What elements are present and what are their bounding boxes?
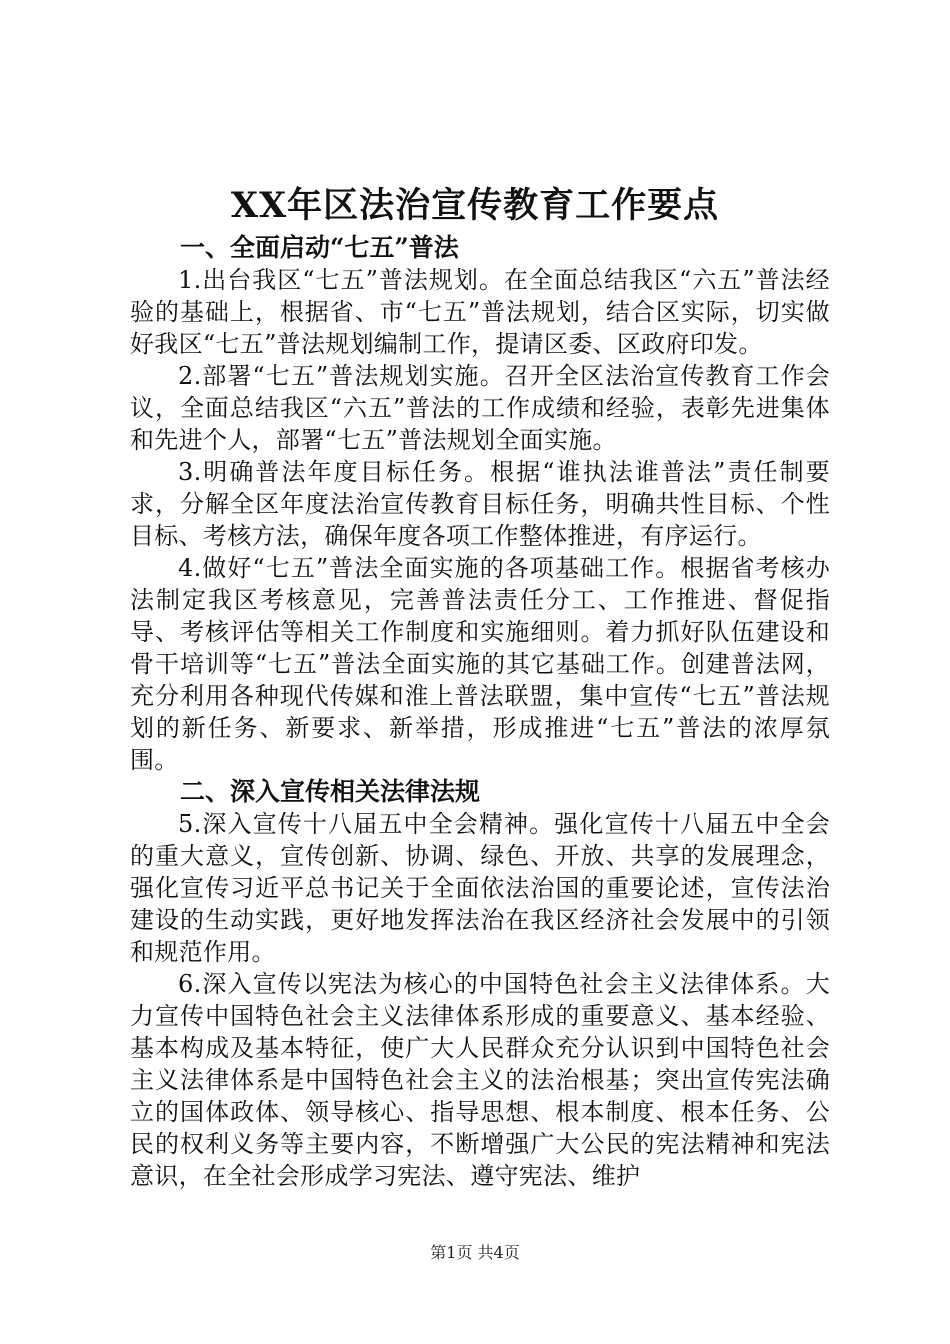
- paragraph-3: 3.明确普法年度目标任务。根据“谁执法谁普法”责任制要求，分解全区年度法治宣传教育目标任务，明确共性目标、个性目标、考核方法，确保年度各项工作整体推进，有序运行。: [130, 458, 830, 550]
- document-body: [130, 232, 830, 1192]
- paragraph-5: 5.深入宣传十八届五中全会精神。强化宣传十八届五中全会的重大意义，宣传创新、协调、绿色、开放、共享的发展理念，强化宣传习近平总书记关于全面依法治国的重要论述，宣传法治建设的生动实践，更好地发挥法治在我区经济社会发展中的引领和规范作用。: [130, 810, 830, 966]
- paragraph-4: 4.做好“七五”普法全面实施的各项基础工作。根据省考核办法制定我区考核意见，完善普法责任分工、工作推进、督促指导、考核评估等相关工作制度和实施细则。着力抓好队伍建设和骨干培训等“七五”普法全面实施的其它基础工作。创建普法网，充分利用各种现代传媒和淮上普法联盟，集中宣传“七五”普法规划的新任务、新要求、新举措，形成推进“七五”普法的浓厚氛围。: [130, 554, 830, 774]
- paragraph-6: 6.深入宣传以宪法为核心的中国特色社会主义法律体系。大力宣传中国特色社会主义法律体系形成的重要意义、基本经验、基本构成及基本特征，使广大人民群众充分认识到中国特色社会主义法律体系是中国特色社会主义的法治根基；突出宣传宪法确立的国体政体、领导核心、指导思想、根本制度、根本任务、公民的权利义务等主要内容，不断增强广大公民的宪法精神和宪法意识，在全社会形成学习宪法、遵守宪法、维护: [130, 970, 830, 1190]
- section-heading-2: 二、深入宣传相关法律法规: [180, 777, 481, 806]
- document-title: XX年区法治宣传教育工作要点: [230, 185, 720, 226]
- paragraph-1: 1.出台我区“七五”普法规划。在全面总结我区“六五”普法经验的基础上，根据省、市“七五”普法规划，结合区实际，切实做好我区“七五”普法规划编制工作，提请区委、区政府印发。: [130, 266, 830, 358]
- page-footer: 第1页 共4页: [430, 1243, 520, 1262]
- paragraph-2: 2.部署“七五”普法规划实施。召开全区法治宣传教育工作会议，全面总结我区“六五”普法的工作成绩和经验，表彰先进集体和先进个人，部署“七五”普法规划全面实施。: [130, 362, 830, 454]
- section-heading-1: 一、全面启动“七五”普法: [180, 233, 459, 262]
